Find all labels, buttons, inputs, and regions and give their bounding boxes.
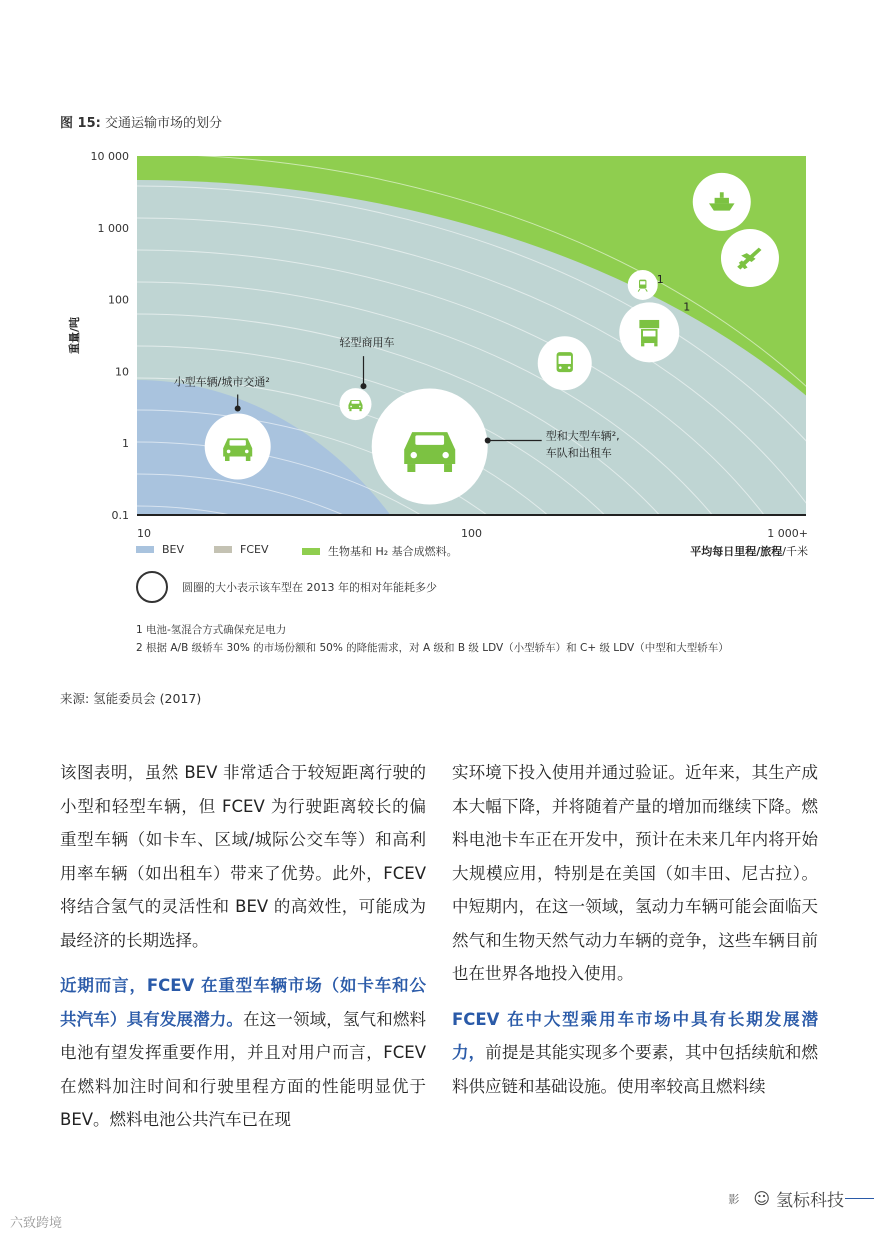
vehicle-point-bus [538,336,592,390]
car-wheel [359,409,361,411]
annotation-light-commercial: 轻型商用车 [339,336,395,350]
circle-size-text: 圆圈的大小表示该车型在 2013 年的相对年能耗多少 [182,581,437,594]
train-window [640,281,645,284]
car-wheel [444,464,452,472]
legend-swatch-synthetic [302,548,320,555]
circle-size-icon [136,571,168,603]
y-tick-label: 1 [122,437,129,451]
highlight-text: FCEV 在中大型乘用车市场中具有长期发展潜力， [452,1009,818,1062]
y-tick-label: 10 [115,365,129,379]
paragraph-text: 前提是其能实现多个要素，其中包括续航和燃料供应链和基础设施。使用率较高且燃料续 [452,1043,819,1096]
footer-brand-name: 氢标科技 [776,1191,844,1211]
vehicle-point-airplane [721,229,779,287]
legend-label-fcev: FCEV [240,543,269,556]
annotation-dot [235,405,241,411]
y-axis-title: 重量/吨 [68,316,81,355]
truck-wheel [654,343,657,346]
car-wheel [349,409,351,411]
car-wheel [225,456,230,461]
wechat-icon: ☺ [753,1189,770,1208]
x-axis-title-unit: /千米 [782,545,808,558]
y-tick-label: 100 [108,293,129,307]
x-tick-label: 100 [461,527,482,540]
legend-fcev [214,543,268,556]
annotation-medium-large: 型和大型车辆², [545,429,620,443]
body-paragraph: 实环境下投入使用并通过验证。近年来，其生产成本大幅下降，并将随着产量的增加而继续下降。燃料电池卡车正在开发中，预计在未来几年内将开始大规模应用，特别是在美国（如丰田、尼古拉）。中短期内，在这一领域，氢动力车辆可能会面临天然气和生物天然气动力车辆的竞争，这些车辆目前也在世界各地投入使用。 [452,763,818,983]
bus-light [559,366,562,369]
body-paragraph [60,969,426,1137]
car-window [230,440,246,445]
legend-bev [136,543,184,556]
car-window [352,401,360,404]
y-tick-label: 1 000 [97,221,129,235]
legend-synthetic [302,543,458,559]
footer-brand [728,1186,844,1211]
x-axis-title-text: 平均每日里程/旅程 [690,545,783,558]
car-headlight [227,450,231,454]
car-wheel [407,464,415,472]
legend-swatch-fcev [214,546,232,553]
car-wheel [246,456,251,461]
figure-number: 图 15: [60,116,101,131]
concentric-arc [0,538,447,540]
ship-funnel [720,192,724,198]
car-headlight [442,452,448,458]
car-headlight [359,406,361,408]
car-headlight [350,406,352,408]
truck-window [643,331,656,337]
footnote-2: 2 根据 A/B 级轿车 30% 的市场份额和 50% 的降能需求，对 A 级和 B 级 LDV（小型轿车）和 C+ 级 LDV（中型和大型轿车） [136,642,729,654]
x-axis-title [690,543,808,559]
car-headlight [245,450,249,454]
figure-caption: 交通运输市场的划分 [104,116,222,131]
footer-rule [845,1198,874,1199]
body-paragraph: 该图表明，虽然 BEV 非常适合于较短距离行驶的小型和轻型车辆，但 FCEV 为行驶距离较长的偏重型车辆（如卡车、区域/城际公交车等）和高利用率车辆（如出租车）带来了优势。此外，FCEV 将结合氢气的灵活性和 BEV 的高效性，可能成为最经济的长期选择。 [60,763,426,950]
footer-page-prefix: 影 [728,1192,740,1206]
legend-label-bev: BEV [162,543,185,556]
car-headlight [411,452,417,458]
vehicle-point-truck [619,302,679,362]
y-tick-label: 10 000 [90,150,129,163]
truck-wheel [641,343,644,346]
car-window [415,435,444,445]
vehicle-point-car [372,388,488,504]
annotation-dot [485,437,491,443]
watermark: 六致跨境 [10,1216,63,1231]
body-paragraph [452,1003,818,1104]
annotation-truck-note: 1 [683,300,691,314]
transport-segmentation-chart [0,140,874,540]
vehicle-point-car [205,413,271,479]
ship-deck [715,198,729,204]
legend-label-synthetic: 生物基和 H₂ 基合成燃料。 [328,545,458,558]
annotation-train-note: 1 [656,272,664,286]
footnotes [136,621,729,657]
annotation-fleet-taxi: 车队和出租车 [545,446,612,460]
body-column-left [60,756,426,1149]
footnote-1: 1 电池-氢混合方式确保充足电力 [136,624,287,636]
x-tick-label: 1 000+ [767,527,808,540]
vehicle-point-car [339,388,371,420]
legend-swatch-bev [136,546,154,553]
annotation-small-vehicles: 小型车辆/城市交通² [173,375,270,389]
bus-light [568,366,571,369]
truck-icon [639,320,659,328]
vehicle-point-train [628,270,658,300]
paragraph-text: 在这一领域，氢气和燃料电池有望发挥重要作用，并且对用户而言，FCEV 在燃料加注时间和行驶里程方面的性能明显优于 BEV。燃料电池公共汽车已在现 [60,1009,427,1129]
bus-window [559,356,571,364]
x-tick-label: 10 [137,527,151,540]
source-citation: 来源: 氢能委员会 (2017) [60,691,202,706]
highlight-text: 近期而言，FCEV 在重型车辆市场（如卡车和公共汽车）具有发展潜力。 [60,976,426,1029]
body-column-right [452,756,818,1115]
vehicle-point-ship [693,173,751,231]
circle-size-note [136,571,437,603]
figure-title [60,112,222,131]
annotation-dot [360,383,366,389]
y-tick-label: 0.1 [111,509,129,522]
